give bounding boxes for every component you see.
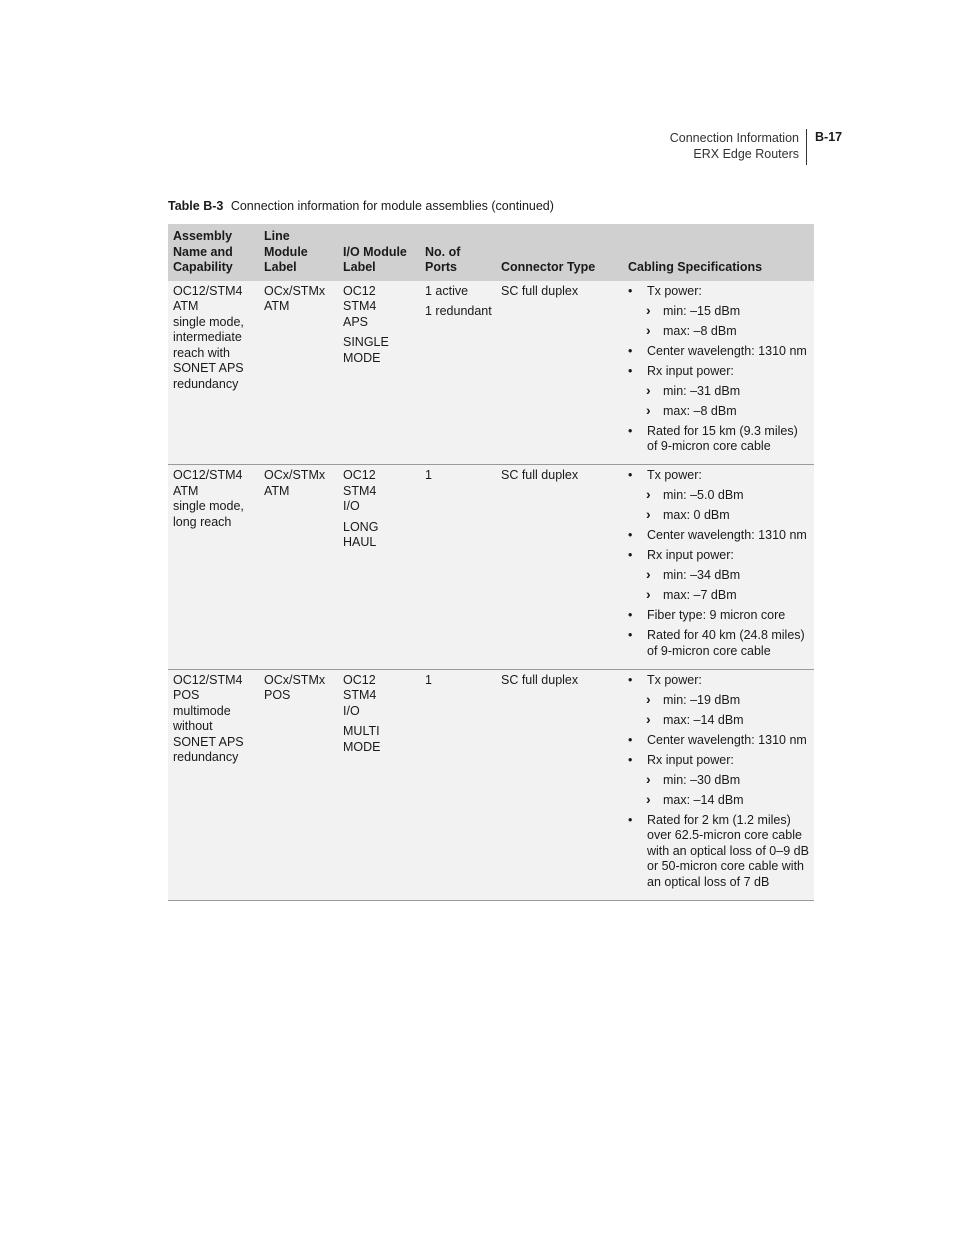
spec-item: • Rx input power: [628, 548, 810, 564]
spec-item: • Tx power: [628, 468, 810, 484]
ports-cell: 1 active 1 redundant [420, 281, 496, 465]
io-module-cell: OC12 STM4 I/O MULTI MODE [338, 669, 420, 900]
spec-item: › max: –14 dBm [628, 713, 810, 729]
connection-info-table [168, 224, 814, 901]
column-header: Connector Type [496, 224, 623, 281]
spec-item: • Center wavelength: 1310 nm [628, 733, 810, 749]
spec-item: › max: –14 dBm [628, 793, 810, 809]
connector-cell: SC full duplex [496, 465, 623, 670]
column-header: Cabling Specifications [623, 224, 814, 281]
spec-item: • Rated for 40 km (24.8 miles) of 9-micron core cable [628, 628, 810, 659]
table-caption-label: Table B-3 [168, 199, 224, 213]
table-row [168, 465, 814, 670]
spec-item: › min: –34 dBm [628, 568, 810, 584]
spec-item: • Center wavelength: 1310 nm [628, 344, 810, 360]
spec-item: › max: –8 dBm [628, 404, 810, 420]
spec-item: • Fiber type: 9 micron core [628, 608, 810, 624]
spec-item: › max: 0 dBm [628, 508, 810, 524]
assembly-cell: OC12/STM4 ATM single mode, intermediate reach with SONET APS redundancy [168, 281, 259, 465]
header-divider [806, 129, 807, 165]
column-header: Assembly Name and Capability [168, 224, 259, 281]
ports-cell: 1 [420, 465, 496, 670]
spec-item: › min: –19 dBm [628, 693, 810, 709]
table-row [168, 281, 814, 465]
column-header: Line Module Label [259, 224, 338, 281]
spec-list [628, 468, 810, 659]
spec-item: • Rated for 15 km (9.3 miles) of 9-micron core cable [628, 424, 810, 455]
running-header [670, 130, 799, 162]
column-header: I/O Module Label [338, 224, 420, 281]
table-row [168, 669, 814, 900]
cabling-spec-cell [623, 669, 814, 900]
spec-list [628, 284, 810, 455]
spec-item: • Rx input power: [628, 364, 810, 380]
ports-cell: 1 [420, 669, 496, 900]
spec-item: • Tx power: [628, 284, 810, 300]
spec-item: › min: –15 dBm [628, 304, 810, 320]
spec-item: › min: –30 dBm [628, 773, 810, 789]
table-header-row [168, 224, 814, 281]
assembly-cell: OC12/STM4 ATM single mode, long reach [168, 465, 259, 670]
table-caption-text: Connection information for module assemblies (continued) [230, 199, 554, 213]
spec-item: • Tx power: [628, 673, 810, 689]
spec-item: › min: –5.0 dBm [628, 488, 810, 504]
io-module-cell: OC12 STM4 I/O LONG HAUL [338, 465, 420, 670]
assembly-cell: OC12/STM4 POS multimode without SONET APS redundancy [168, 669, 259, 900]
line-module-cell: OCx/STMx POS [259, 669, 338, 900]
io-module-cell: OC12 STM4 APS SINGLE MODE [338, 281, 420, 465]
spec-list [628, 673, 810, 891]
connector-cell: SC full duplex [496, 281, 623, 465]
line-module-cell: OCx/STMx ATM [259, 281, 338, 465]
page-number: B-17 [815, 130, 843, 144]
connector-cell: SC full duplex [496, 669, 623, 900]
header-product-name: ERX Edge Routers [693, 147, 799, 161]
spec-item: › min: –31 dBm [628, 384, 810, 400]
line-module-cell: OCx/STMx ATM [259, 465, 338, 670]
spec-item: • Rated for 2 km (1.2 miles) over 62.5-micron core cable with an optical loss of 0–9 dB or 50-micron core cable with an optical loss of 7 dB [628, 813, 810, 891]
spec-item: • Rx input power: [628, 753, 810, 769]
spec-item: • Center wavelength: 1310 nm [628, 528, 810, 544]
spec-item: › max: –7 dBm [628, 588, 810, 604]
table-caption [168, 199, 554, 213]
cabling-spec-cell [623, 281, 814, 465]
spec-item: › max: –8 dBm [628, 324, 810, 340]
cabling-spec-cell [623, 465, 814, 670]
header-section-title: Connection Information [669, 131, 799, 145]
column-header: No. of Ports [420, 224, 496, 281]
